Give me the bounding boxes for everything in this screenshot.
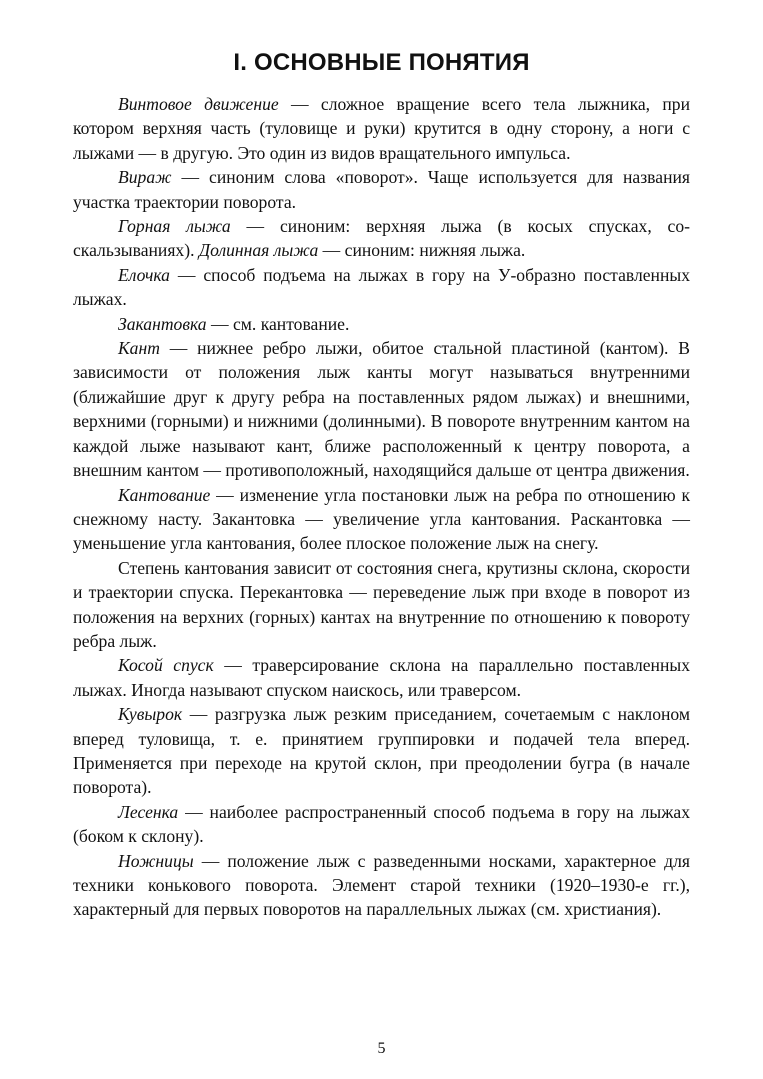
entry-definition: — положение лыж с разведенными носками, характерное для техники конькового поворота. Элемент старой техники (1920–1930-е гг.), характерный для первых поворотов на параллельных лыжах (см. христиания). — [73, 850, 690, 920]
entry-definition: — синоним: верхняя лыжа (в косых спусках, соскальзываниях). — [73, 216, 691, 261]
glossary-entry — [73, 214, 690, 263]
entry-term: Елочка — [118, 264, 170, 285]
glossary-entries — [73, 92, 690, 922]
entry-definition: — наиболее распространенный способ подъема в гору на лыжах (боком к склону). — [73, 801, 690, 847]
entry-definition: — траверсирование склона на параллельно поставленных лыжах. Иногда называют спуском наискось, или траверсом. — [73, 655, 690, 700]
entry-term: Кантование — [118, 484, 211, 505]
entry-definition: — синоним слова «поворот». Чаще используется для названия участка траектории поворота. — [73, 167, 690, 212]
glossary-entry — [73, 653, 690, 702]
entry-term: Лесенка — [118, 801, 179, 822]
entry-definition: — см. кантование. — [206, 313, 350, 334]
glossary-entry — [73, 702, 690, 800]
glossary-entry — [73, 849, 690, 922]
page-number: 5 — [377, 1040, 386, 1057]
entry-definition: Степень кантования зависит от состояния снега, крутизны склона, скорости и траектории спуска. Перекантовка — переведение лыж при входе в поворот из положения на верхних (горных) кантах на внутренние по отношению к повороту ребра лыж. — [73, 557, 690, 651]
entry-term-secondary: Долинная лыжа — [198, 240, 319, 261]
entry-term: Горная лыжа — [118, 216, 231, 237]
page-title: I. ОСНОВНЫЕ ПОНЯТИЯ — [233, 49, 530, 76]
entry-definition: — сложное вращение всего тела лыжника, при котором верхняя часть (туловище и руки) крутится в одну сторону, а ноги с лыжами — в другую. Это один из видов вращательного импульса. — [73, 94, 690, 163]
glossary-entry — [73, 336, 690, 482]
entry-definition-secondary: — синоним: нижняя лыжа. — [318, 240, 526, 261]
entry-term: Косой спуск — [118, 655, 214, 676]
glossary-entry — [73, 312, 690, 336]
entry-term: Кант — [118, 338, 160, 359]
glossary-entry — [73, 92, 690, 165]
page-content — [73, 48, 690, 922]
glossary-entry — [73, 165, 690, 214]
entry-term: Закантовка — [118, 313, 207, 334]
entry-term: Винтовое движение — [118, 94, 279, 114]
entry-definition: — нижнее ребро лыжи, обитое стальной пластиной (кантом). В зависимости от положения лыж канты могут называться внутренними (ближайшие друг к другу ребра на поставленных рядом лыжах) и внешними, верхними (горными) и нижними (долинными). В повороте внутренним кантом на каждой лыже называют кант, ближе расположенный к центру поворота, а внешним кантом — противоположный, находящийся дальше от центра движения. — [73, 338, 690, 481]
entry-term: Ножницы — [118, 850, 194, 871]
glossary-entry — [73, 483, 690, 556]
entry-term: Вираж — [118, 167, 172, 188]
glossary-paragraph — [73, 556, 690, 654]
glossary-entry — [73, 800, 690, 849]
entry-definition: — разгрузка лыж резким приседанием, сочетаемым с наклоном вперед туловища, т. е. принятием группировки и подачей тела вперед. Применяется при переходе на крутой склон, при преодолении бугра (в начале поворота). — [73, 704, 690, 798]
entry-definition: — изменение угла постановки лыж на ребра по отношению к снежному насту. Закантовка — увеличение угла кантования. Раскантовка — уменьшение угла кантования, более плоское положение лыж на снегу. — [73, 484, 690, 554]
entry-term: Кувырок — [118, 704, 183, 725]
entry-definition: — способ подъема на лыжах в гору на У-образно поставленных лыжах. — [73, 264, 690, 310]
glossary-entry — [73, 263, 690, 312]
